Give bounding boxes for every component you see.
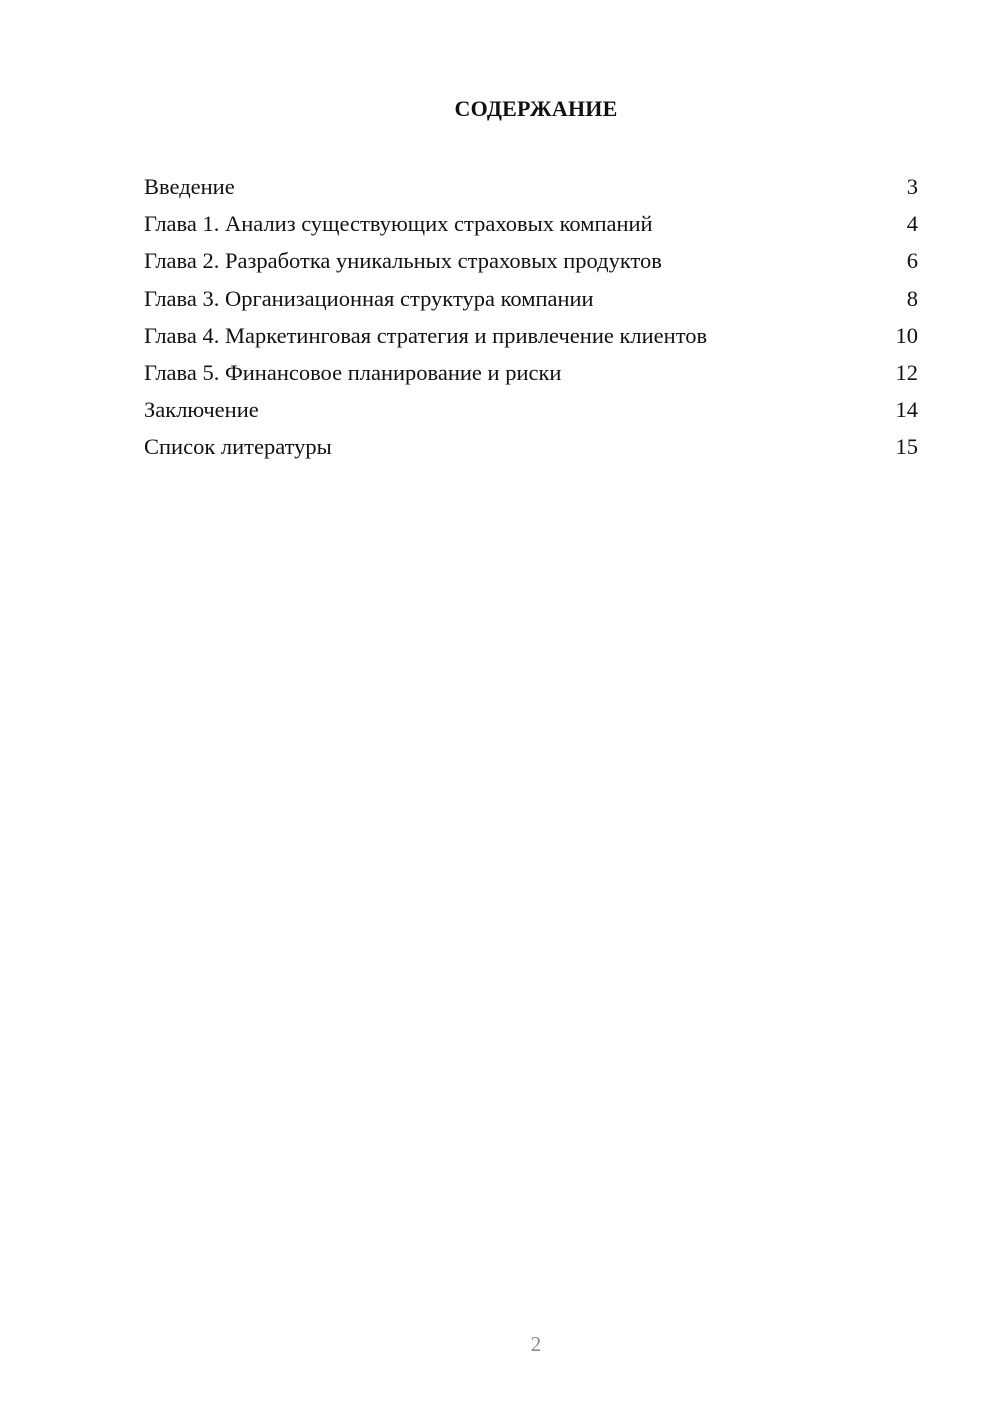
table-of-contents	[144, 168, 918, 466]
toc-entry-chapter-5	[144, 354, 918, 391]
toc-entry-introduction	[144, 168, 918, 205]
toc-entry-page: 3	[906, 174, 918, 199]
toc-entry-conclusion	[144, 391, 918, 428]
toc-entry-bibliography	[144, 428, 918, 465]
toc-entry-chapter-1	[144, 205, 918, 242]
toc-entry-page: 6	[906, 248, 918, 274]
toc-entry-label: Глава 3. Организационная структура компании	[144, 285, 594, 311]
toc-title: СОДЕРЖАНИЕ	[454, 96, 618, 121]
toc-entry-page: 14	[895, 397, 918, 423]
toc-entry-label: Заключение	[144, 397, 259, 423]
toc-entry-page: 10	[895, 322, 918, 348]
page-number: 2	[530, 1332, 542, 1356]
toc-entry-page: 12	[895, 359, 918, 385]
toc-entry-chapter-4	[144, 317, 918, 354]
toc-entry-chapter-3	[144, 280, 918, 317]
toc-entry-label: Глава 1. Анализ существующих страховых компаний	[144, 211, 653, 237]
toc-entry-chapter-2	[144, 242, 918, 279]
toc-entry-label: Введение	[144, 174, 235, 199]
toc-entry-page: 15	[895, 434, 918, 460]
toc-entry-page: 8	[906, 285, 918, 311]
toc-entry-label: Глава 5. Финансовое планирование и риски	[144, 359, 562, 385]
toc-entry-label: Глава 2. Разработка уникальных страховых продуктов	[144, 248, 662, 274]
toc-entry-page: 4	[906, 211, 918, 237]
toc-entry-label: Глава 4. Маркетинговая стратегия и привлечение клиентов	[144, 322, 708, 348]
toc-entry-label: Список литературы	[144, 434, 332, 460]
